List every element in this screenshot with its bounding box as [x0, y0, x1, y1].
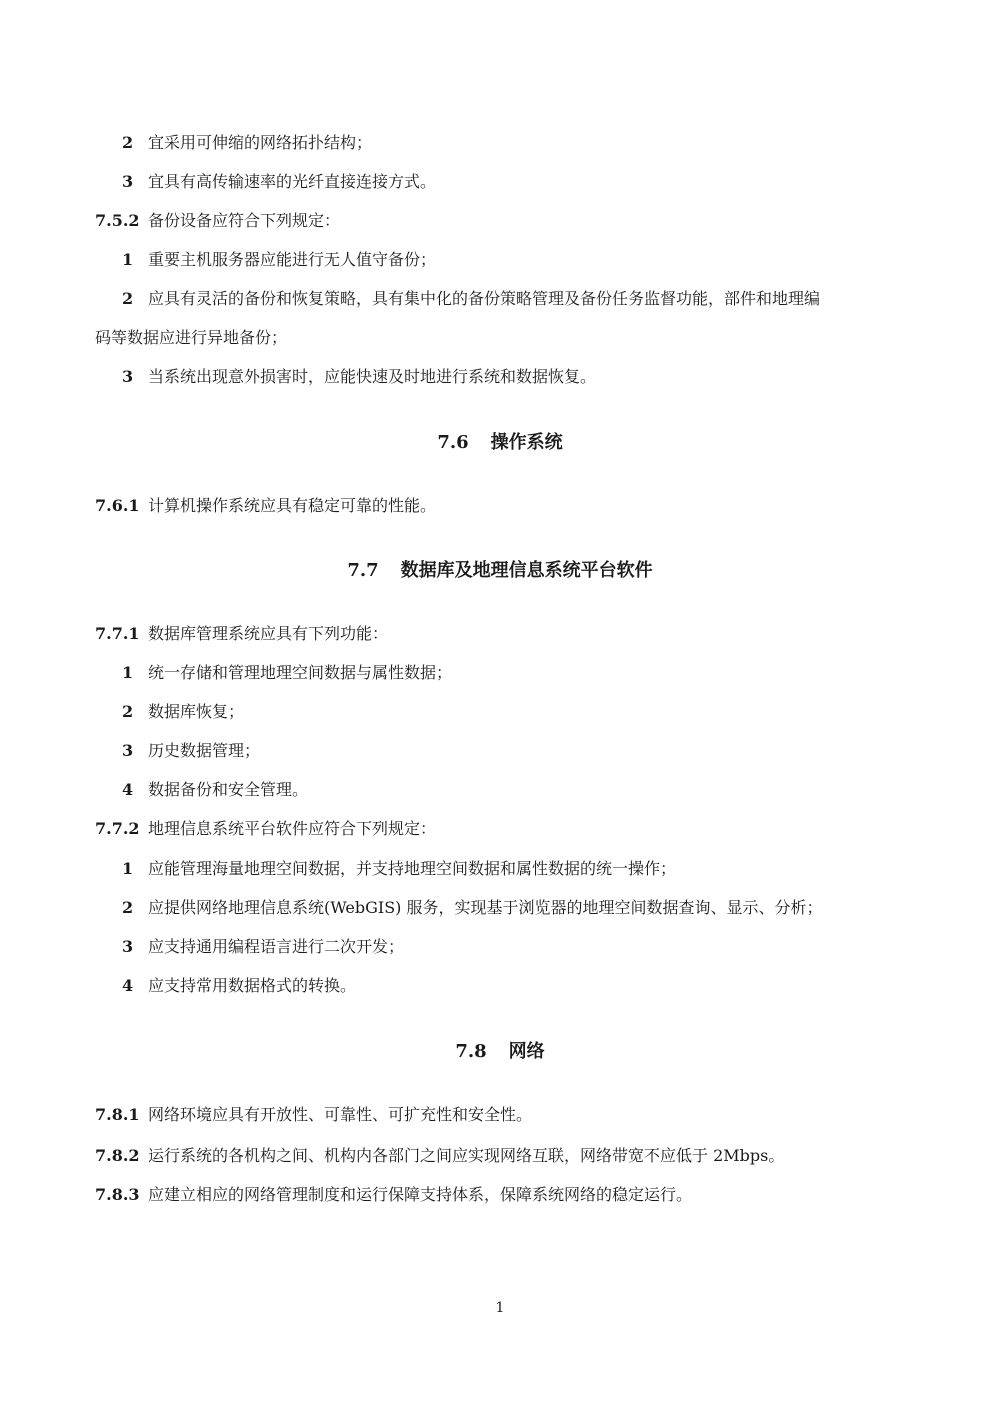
item-text: 应支持通用编程语言进行二次开发； — [148, 937, 405, 956]
clause-number: 7.8.3 — [95, 1185, 140, 1204]
clause-item — [95, 815, 436, 843]
list-item — [122, 168, 436, 196]
clause-number: 7.7.2 — [95, 819, 140, 838]
clause-text: 运行系统的各机构之间、机构内各部门之间应实现网络互联，网络带宽不应低于 2Mbps。 — [148, 1146, 785, 1165]
item-text: 历史数据管理； — [148, 741, 261, 760]
item-text: 宜采用可伸缩的网络拓扑结构； — [148, 133, 373, 152]
clause-item — [95, 1101, 532, 1129]
list-item — [122, 894, 823, 922]
list-item — [122, 972, 356, 1000]
list-item — [122, 776, 308, 804]
section-title: 操作系统 — [490, 432, 563, 453]
clause-item — [95, 1142, 784, 1170]
clause-text: 应建立相应的网络管理制度和运行保障支持体系，保障系统网络的稳定运行。 — [148, 1185, 693, 1204]
item-text: 数据库恢复； — [148, 702, 245, 721]
list-item — [122, 698, 244, 726]
item-number: 3 — [122, 937, 134, 956]
item-text: 应具有灵活的备份和恢复策略，具有集中化的备份策略管理及备份任务监督功能，部件和地理编 — [148, 289, 821, 308]
list-item — [122, 855, 676, 883]
clause-item — [95, 620, 388, 648]
section-heading — [0, 427, 1000, 459]
list-item — [122, 659, 452, 687]
item-text: 数据备份和安全管理。 — [148, 780, 309, 799]
item-number: 4 — [122, 976, 134, 995]
item-number: 2 — [122, 702, 134, 721]
item-number: 3 — [122, 172, 134, 191]
clause-item — [95, 1181, 692, 1209]
item-number: 1 — [122, 663, 134, 682]
item-text: 当系统出现意外损害时，应能快速及时地进行系统和数据恢复。 — [148, 367, 597, 386]
section-number: 7.7 — [347, 560, 379, 581]
item-text: 应能管理海量地理空间数据，并支持地理空间数据和属性数据的统一操作； — [148, 859, 677, 878]
item-number: 3 — [122, 741, 134, 760]
item-text: 统一存储和管理地理空间数据与属性数据； — [148, 663, 453, 682]
clause-number: 7.7.1 — [95, 624, 140, 643]
section-title: 网络 — [508, 1041, 545, 1062]
list-item-continuation — [95, 324, 287, 352]
section-heading — [0, 555, 1000, 587]
list-item — [122, 737, 260, 765]
item-number: 4 — [122, 780, 134, 799]
item-text: 应提供网络地理信息系统(WebGIS) 服务，实现基于浏览器的地理空间数据查询、显示、分析； — [148, 898, 823, 917]
clause-text: 备份设备应符合下列规定： — [148, 211, 341, 230]
clause-number: 7.5.2 — [95, 211, 140, 230]
item-number: 3 — [122, 367, 134, 386]
clause-number: 7.8.2 — [95, 1146, 140, 1165]
clause-item — [95, 492, 436, 520]
section-number: 7.6 — [437, 432, 469, 453]
page-number: 1 — [495, 1300, 505, 1316]
clause-text: 地理信息系统平台软件应符合下列规定： — [148, 819, 437, 838]
clause-text: 网络环境应具有开放性、可靠性、可扩充性和安全性。 — [148, 1105, 533, 1124]
item-text: 重要主机服务器应能进行无人值守备份； — [148, 250, 437, 269]
item-text: 码等数据应进行异地备份； — [95, 328, 288, 347]
clause-text: 计算机操作系统应具有稳定可靠的性能。 — [148, 496, 437, 515]
clause-number: 7.8.1 — [95, 1105, 140, 1124]
list-item — [122, 129, 372, 157]
item-number: 1 — [122, 250, 134, 269]
list-item — [122, 285, 820, 313]
item-number: 2 — [122, 898, 134, 917]
list-item — [122, 933, 404, 961]
section-number: 7.8 — [455, 1041, 487, 1062]
item-number: 2 — [122, 289, 134, 308]
clause-number: 7.6.1 — [95, 496, 140, 515]
clause-text: 数据库管理系统应具有下列功能： — [148, 624, 389, 643]
list-item — [122, 363, 596, 391]
clause-item — [95, 207, 340, 235]
item-number: 1 — [122, 859, 134, 878]
item-text: 应支持常用数据格式的转换。 — [148, 976, 357, 995]
section-heading — [0, 1036, 1000, 1068]
section-title: 数据库及地理信息系统平台软件 — [400, 560, 653, 581]
item-text: 宜具有高传输速率的光纤直接连接方式。 — [148, 172, 437, 191]
item-number: 2 — [122, 133, 134, 152]
list-item — [122, 246, 436, 274]
